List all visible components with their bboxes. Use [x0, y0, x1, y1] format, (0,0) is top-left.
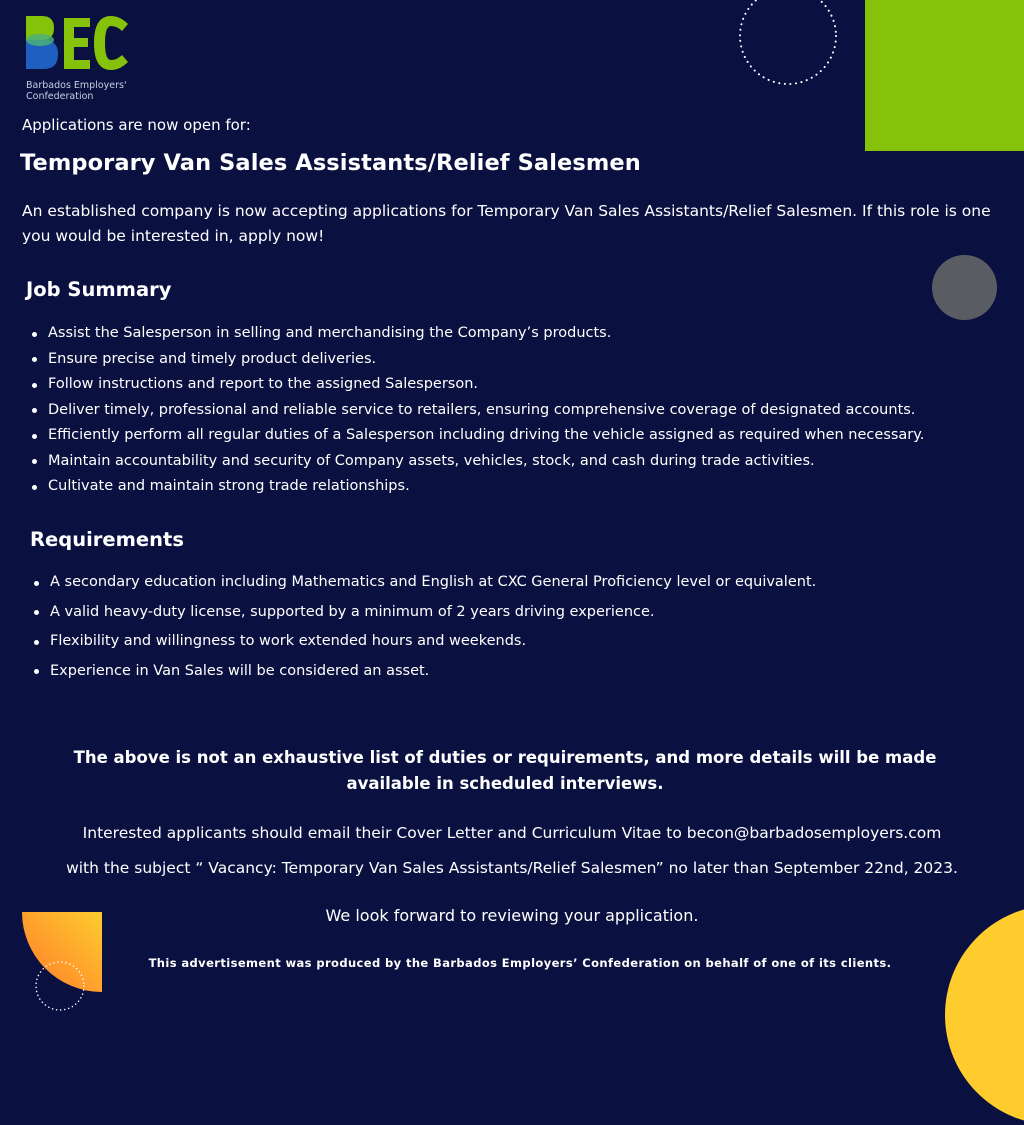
job-description: An established company is now accepting applications for Temporary Van Sales Assistants/Relief Salesmen. If this role is one you would be interested in, apply now!	[22, 202, 991, 245]
yellow-circle-decoration	[945, 905, 1024, 1125]
list-item: Maintain accountability and security of Company assets, vehicles, stock, and cash during trade activities.	[48, 449, 924, 475]
closing-text: We look forward to reviewing your application.	[325, 906, 699, 925]
organization-name	[26, 80, 127, 102]
list-item: Deliver timely, professional and reliable service to retailers, ensuring comprehensive coverage of designated accounts.	[48, 398, 924, 424]
notice-text: The above is not an exhaustive list of duties or requirements, and more details will be made available in scheduled interviews.	[73, 748, 937, 793]
job-title: Temporary Van Sales Assistants/Relief Salesmen	[20, 150, 641, 176]
list-item: Cultivate and maintain strong trade relationships.	[48, 474, 924, 500]
list-item: Ensure precise and timely product deliveries.	[48, 347, 924, 373]
job-summary-list	[48, 321, 924, 500]
list-item: A secondary education including Mathematics and English at CXC General Proficiency level or equivalent.	[50, 568, 816, 598]
list-item: Experience in Van Sales will be considered an asset.	[50, 657, 816, 687]
contact-line-1: Interested applicants should email their Cover Letter and Curriculum Vitae to becon@barbadosemployers.com	[82, 824, 942, 842]
requirements-list	[50, 568, 816, 686]
list-item: A valid heavy-duty license, supported by a minimum of 2 years driving experience.	[50, 598, 816, 628]
contact-line-2: with the subject “ Vacancy: Temporary Van Sales Assistants/Relief Salesmen” no later than September 22nd, 2023.	[66, 859, 958, 877]
job-summary-heading: Job Summary	[26, 278, 172, 301]
requirements-heading: Requirements	[30, 528, 184, 551]
gray-circle-decoration	[932, 255, 997, 320]
green-corner-block	[865, 0, 1024, 151]
dotted-circle-decoration	[738, 0, 838, 86]
list-item: Follow instructions and report to the assigned Salesperson.	[48, 372, 924, 398]
organization-name-line1: Barbados Employers'	[26, 80, 127, 91]
list-item: Flexibility and willingness to work extended hours and weekends.	[50, 627, 816, 657]
disclaimer-text: This advertisement was produced by the Barbados Employers’ Confederation on behalf of one of its clients.	[148, 956, 892, 970]
list-item: Assist the Salesperson in selling and merchandising the Company’s products.	[48, 321, 924, 347]
list-item: Efficiently perform all regular duties of a Salesperson including driving the vehicle assigned as required when necessary.	[48, 423, 924, 449]
intro-text: Applications are now open for:	[22, 116, 251, 134]
organization-name-line2: Confederation	[26, 91, 94, 102]
